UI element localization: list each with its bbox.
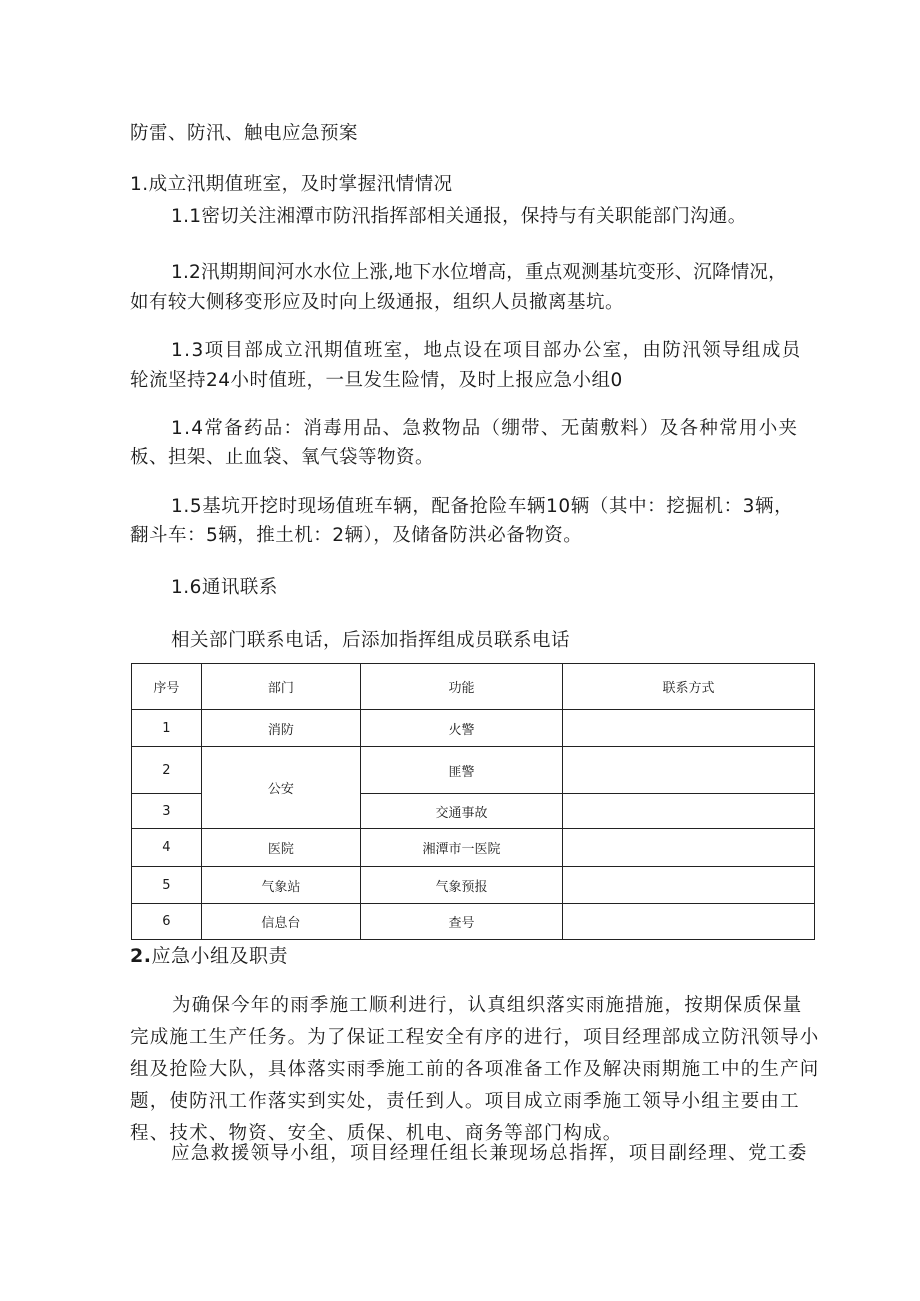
item-1-2-line-2: 如有较大侧移变形应及时向上级通报，组织人员撤离基坑。 — [130, 292, 625, 313]
section-2-number: 2. — [130, 945, 152, 967]
table-row — [132, 747, 815, 794]
cell-dept: 公安 — [201, 747, 360, 829]
contacts-table — [131, 663, 815, 940]
cell-contact — [563, 904, 815, 940]
item-1-6: 1.6通讯联系 — [171, 577, 278, 598]
cell-contact — [563, 710, 815, 747]
section-2-heading — [130, 940, 830, 972]
cell-no: 2 — [132, 747, 202, 794]
section-2-paragraph-2: 应急救援领导小组，项目经理任组长兼现场总指挥，项目副经理、党工委 — [171, 1143, 808, 1164]
section-2-paragraph-1: 为确保今年的雨季施工顺利进行，认真组织落实雨施措施，按期保质保量完成施工生产任务。为了保证工程安全有序的进行，项目经理部成立防汛领导小组及抢险大队，具体落实雨季施工前的各项准备工作及解决雨期施工中的生产问题，使防汛工作落实到实处，责任到人。项目成立雨季施工领导小组主要由工程、技术、物资、安全、质保、机电、商务等部门构成。 — [130, 995, 820, 1144]
cell-dept: 医院 — [201, 829, 360, 867]
document-title: 防雷、防汛、触电应急预案 — [130, 123, 359, 144]
cell-func: 查号 — [361, 904, 563, 940]
cell-no: 3 — [132, 794, 202, 829]
item-1-5-line-1: 1.5基坑开挖时现场值班车辆，配备抢险车辆10辆（其中：挖掘机：3辆， — [171, 496, 794, 517]
header-func: 功能 — [361, 664, 563, 710]
item-1-3-line-2: 轮流坚持24小时值班，一旦发生险情，及时上报应急小组0 — [130, 370, 623, 391]
item-1-3-line-1: 1.3项目部成立汛期值班室，地点设在项目部办公室，由防汛领导组成员 — [171, 340, 802, 361]
cell-func: 火警 — [361, 710, 563, 747]
cell-func: 气象预报 — [361, 867, 563, 904]
header-no: 序号 — [132, 664, 202, 710]
cell-func: 湘潭市一医院 — [361, 829, 563, 867]
cell-no: 5 — [132, 867, 202, 904]
cell-contact — [563, 829, 815, 867]
cell-no: 6 — [132, 904, 202, 940]
table-row — [132, 867, 815, 904]
cell-no: 4 — [132, 829, 202, 867]
item-1-2-line-1: 1.2汛期期间河水水位上涨,地下水位增高，重点观测基坑变形、沉降情况， — [171, 262, 787, 283]
table-row — [132, 710, 815, 747]
section-1-heading: 1.成立汛期值班室，及时掌握汛情情况 — [130, 174, 453, 195]
item-1-5-line-2: 翻斗车：5辆，推土机：2辆），及储备防洪必备物资。 — [130, 525, 583, 546]
section-2-title: 应急小组及职责 — [151, 945, 288, 967]
item-1-1: 1.1密切关注湘潭市防汛指挥部相关通报，保持与有关职能部门沟通。 — [171, 206, 747, 227]
cell-func: 匪警 — [361, 747, 563, 794]
cell-dept: 信息台 — [201, 904, 360, 940]
cell-dept: 气象站 — [201, 867, 360, 904]
cell-contact — [563, 747, 815, 794]
cell-contact — [563, 794, 815, 829]
header-dept: 部门 — [201, 664, 360, 710]
cell-no: 1 — [132, 710, 202, 747]
table-row — [132, 829, 815, 867]
cell-contact — [563, 867, 815, 904]
table-caption: 相关部门联系电话，后添加指挥组成员联系电话 — [171, 630, 571, 651]
cell-dept: 消防 — [201, 710, 360, 747]
item-1-4-line-2: 板、担架、止血袋、氧气袋等物资。 — [130, 447, 435, 468]
table-row — [132, 904, 815, 940]
item-1-4-line-1: 1.4常备药品：消毒用品、急救物品（绷带、无菌敷料）及各种常用小夹 — [171, 418, 799, 439]
header-contact: 联系方式 — [563, 664, 815, 710]
cell-func: 交通事故 — [361, 794, 563, 829]
table-header-row — [132, 664, 815, 710]
